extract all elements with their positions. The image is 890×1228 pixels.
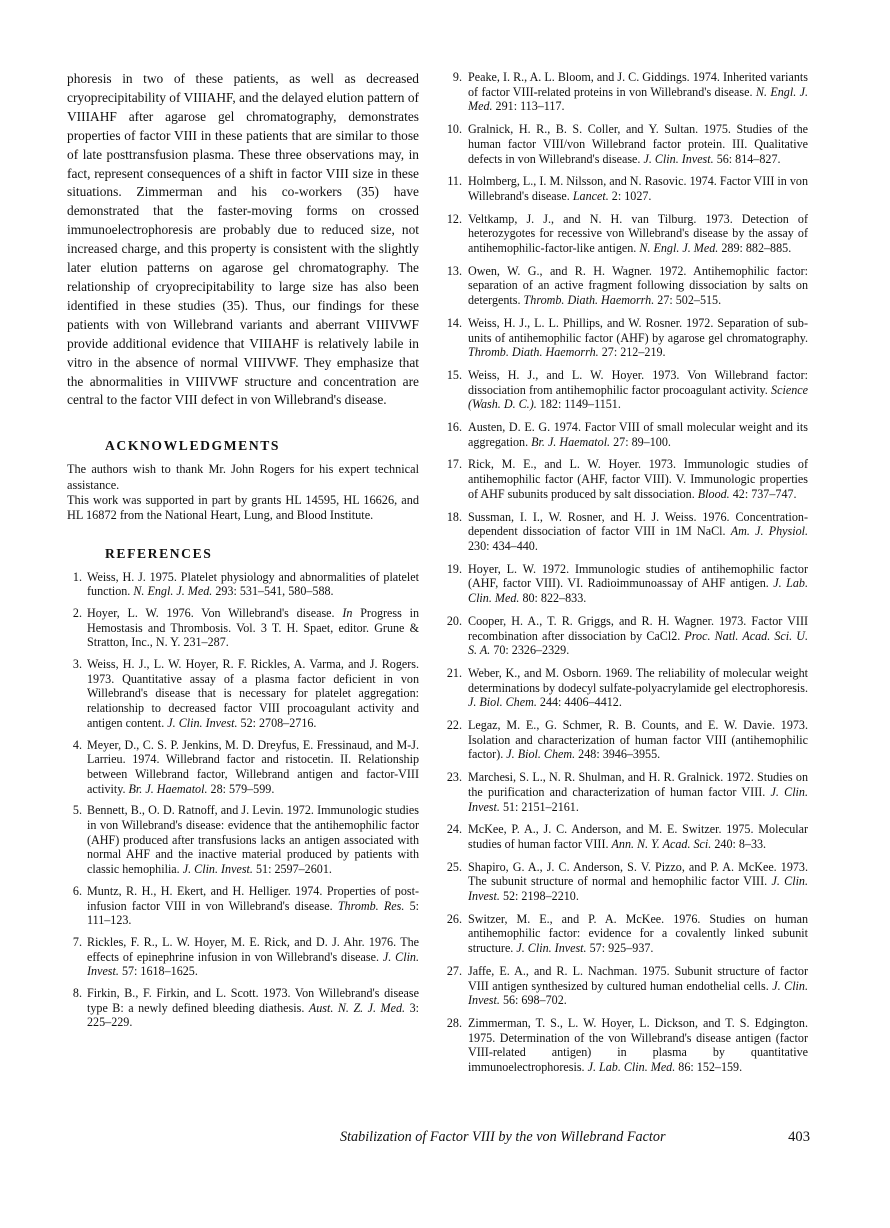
reference-journal: J. Lab. Clin. Med. bbox=[468, 576, 808, 606]
reference-item bbox=[446, 964, 808, 1008]
reference-journal: N. Engl. J. Med. bbox=[639, 241, 719, 256]
acknowledgments-heading: ACKNOWLEDGMENTS bbox=[105, 438, 281, 454]
reference-text: Peake, I. R., A. L. Bloom, and J. C. Giddings. 1974. Inherited variants of factor VIII-related proteins in von Willebrand's disease. bbox=[468, 70, 808, 99]
reference-citation: 57: 1618–1625. bbox=[121, 964, 198, 979]
reference-citation: 80: 822–833. bbox=[522, 591, 587, 606]
reference-list-right bbox=[446, 70, 808, 1075]
reference-journal: J. Clin. Invest. bbox=[468, 874, 808, 904]
reference-text: Weiss, H. J., L. L. Phillips, and W. Rosner. 1972. Separation of sub-units of antihemophilic factor (AHF) by agarose gel chromatography. bbox=[468, 315, 808, 345]
reference-citation: 57: 925–937. bbox=[589, 941, 654, 956]
funding-text: This work was supported in part by grants HL 14595, HL 16626, and HL 16872 from the National Heart, Lung, and Blood Institute. bbox=[67, 492, 419, 523]
reference-number: 25. bbox=[446, 859, 462, 874]
reference-journal: Blood. bbox=[697, 486, 730, 501]
reference-item bbox=[446, 562, 808, 606]
running-title: Stabilization of Factor VIII by the von Willebrand Factor bbox=[340, 1129, 666, 1145]
reference-journal: Br. J. Haematol. bbox=[531, 434, 611, 449]
reference-item bbox=[446, 122, 808, 166]
reference-item bbox=[446, 1016, 808, 1075]
reference-number: 13. bbox=[446, 263, 462, 278]
reference-number: 21. bbox=[446, 665, 462, 680]
reference-text: Cooper, H. A., T. R. Griggs, and R. H. Wagner. 1973. Factor VIII recombination after dissociation by CaCl2. bbox=[468, 613, 808, 643]
reference-citation: 5: 111–123. bbox=[87, 898, 419, 928]
reference-journal: J. Clin. Invest. bbox=[87, 949, 419, 979]
reference-citation: 248: 3946–3955. bbox=[578, 747, 661, 762]
reference-item bbox=[446, 614, 808, 658]
reference-journal: N. Engl. J. Med. bbox=[133, 584, 213, 599]
reference-journal: J. Clin. Invest. bbox=[643, 151, 714, 166]
reference-item bbox=[67, 935, 419, 979]
reference-item bbox=[446, 718, 808, 762]
reference-text: Sussman, I. I., W. Rosner, and H. J. Weiss. 1976. Concentration-dependent dissociation of factor VIII in 1M NaCl. bbox=[468, 509, 808, 539]
reference-citation: 52: 2198–2210. bbox=[502, 889, 579, 904]
reference-number: 15. bbox=[446, 367, 462, 382]
reference-citation: 289: 882–885. bbox=[721, 241, 792, 256]
reference-citation: 293: 531–541, 580–588. bbox=[215, 584, 334, 599]
reference-item bbox=[67, 657, 419, 731]
reference-journal: Thromb. Res. bbox=[337, 898, 405, 913]
reference-item bbox=[446, 457, 808, 501]
reference-item bbox=[446, 70, 808, 114]
reference-citation: 51: 2597–2601. bbox=[255, 862, 332, 877]
reference-citation: 27: 212–219. bbox=[601, 345, 666, 360]
reference-item bbox=[67, 570, 419, 599]
reference-item bbox=[446, 316, 808, 360]
reference-text: Zimmerman, T. S., L. W. Hoyer, L. Dickson, and T. S. Edgington. 1975. Determination of the von Willebrand's disease antigen (factor VIII-related antigen) in plasma by quantitative immunoelectrophoresis. bbox=[468, 1015, 808, 1075]
reference-text: Weber, K., and M. Osborn. 1969. The reliability of molecular weight determinations by dodecyl sulfate-polyacrylamide gel electrophoresis. bbox=[468, 665, 808, 695]
reference-text: Holmberg, L., I. M. Nilsson, and N. Rasovic. 1974. Factor VIII in von Willebrand's disease. bbox=[468, 174, 808, 203]
reference-citation: 56: 698–702. bbox=[502, 993, 567, 1008]
page-footer bbox=[340, 1129, 810, 1146]
reference-journal: J. Biol. Chem. bbox=[506, 747, 576, 762]
acknowledgments-text: The authors wish to thank Mr. John Rogers for his expert technical assistance. bbox=[67, 462, 419, 492]
reference-item bbox=[67, 986, 419, 1030]
reference-text: Jaffe, E. A., and R. L. Nachman. 1975. Subunit structure of factor VIII antigen synthesized by cultured human endothelial cells. bbox=[468, 963, 808, 993]
reference-item bbox=[446, 666, 808, 710]
reference-text: Veltkamp, J. J., and N. H. van Tilburg. 1973. Detection of heterozygotes for recessive von Willebrand's disease by the assay of antihemophilic-factor-like antigen. bbox=[468, 211, 808, 256]
reference-number: 18. bbox=[446, 509, 462, 524]
reference-number: 1. bbox=[72, 569, 82, 584]
reference-number: 8. bbox=[72, 986, 82, 1001]
reference-citation: 28: 579–599. bbox=[210, 781, 275, 796]
reference-text: Switzer, M. E., and P. A. McKee. 1976. Studies on human antihemophilic factor: evidence for a covalently linked subunit structure. bbox=[468, 911, 808, 956]
reference-text: Weiss, H. J., and L. W. Hoyer. 1973. Von Willebrand factor: dissociation from antihemophilic factor procoagulant activity. bbox=[468, 367, 808, 397]
reference-citation: 70: 2326–2329. bbox=[493, 643, 570, 658]
reference-number: 19. bbox=[446, 561, 462, 576]
reference-text: Marchesi, S. L., N. R. Shulman, and H. R. Gralnick. 1972. Studies on the purification and characterization of human factor VIII. bbox=[468, 770, 808, 799]
reference-text: Weiss, H. J. 1975. Platelet physiology and abnormalities of platelet function. bbox=[87, 569, 419, 599]
reference-number: 11. bbox=[447, 174, 462, 189]
reference-citation: 2: 1027. bbox=[611, 188, 652, 203]
reference-citation: 51: 2151–2161. bbox=[502, 799, 579, 814]
reference-item bbox=[67, 803, 419, 877]
reference-journal: J. Clin. Invest. bbox=[468, 784, 808, 814]
body-paragraph: phoresis in two of these patients, as well as decreased cryoprecipitability of VIIIAHF, and the delayed elution pattern of VIIIAHF after agarose gel chromatography, demonstrates properties of factor VIII in these patients that are similar to those of late posttransfusion plasma. These three observations may, in fact, represent consequences of a shift in factor VIII size in these situations. Zimmerman and his co-workers (35) have demonstrated that the faster-moving forms on crossed immunoelectrophoresis are probably due to reduced size, not increased charge, and this property is consistent with the slightly later elution patterns on agarose gel chromatography. The relationship of cryoprecipitability to large size has also been identified in these studies (35). Thus, our findings for these patients with von Willebrand variants and aberrant VIIIVWF provide additional evidence that VIIIAHF is relatively labile in vitro in the absence of normal VIIIVWF. They emphasize that the abnormalities in VIIIVWF structure and concentration are central to the factor VIII defect in von Willebrand's disease. bbox=[67, 71, 419, 408]
reference-number: 9. bbox=[452, 70, 462, 84]
reference-number: 23. bbox=[446, 770, 462, 785]
reference-citation: 291: 113–117. bbox=[495, 99, 565, 114]
reference-journal: J. Clin. Invest. bbox=[182, 862, 253, 877]
reference-text: Shapiro, G. A., J. C. Anderson, S. V. Pizzo, and P. A. McKee. 1973. The subunit structure of normal and hemophilic factor VIII. bbox=[468, 859, 808, 889]
reference-citation: 86: 152–159. bbox=[678, 1060, 743, 1075]
reference-journal: N. Engl. J. Med. bbox=[468, 84, 808, 114]
reference-journal: Aust. N. Z. J. Med. bbox=[308, 1000, 406, 1015]
reference-journal: J. Clin. Invest. bbox=[167, 715, 238, 730]
reference-journal: Proc. Natl. Acad. Sci. U. S. A. bbox=[468, 628, 808, 658]
reference-item bbox=[446, 264, 808, 308]
reference-item bbox=[67, 606, 419, 650]
reference-text: Weiss, H. J., L. W. Hoyer, R. F. Rickles, A. Varma, and J. Rogers. 1973. Quantitative assay of a plasma factor deficient in von Willebrand's disease that is necessary for platelet aggregation: relationship to decreased factor VIII procoagulant activity and antigen content. bbox=[87, 657, 419, 730]
reference-item bbox=[446, 420, 808, 449]
reference-item bbox=[446, 212, 808, 256]
reference-number: 6. bbox=[72, 883, 82, 898]
reference-text: Rickles, F. R., L. W. Hoyer, M. E. Rick, and D. J. Ahr. 1976. The effects of epinephrine infusion in von Willebrand's disease. bbox=[87, 934, 419, 964]
reference-citation: 56: 814–827. bbox=[716, 151, 781, 166]
reference-text: Bennett, B., O. D. Ratnoff, and J. Levin. 1972. Immunologic studies in von Willebrand's disease: evidence that the antihemophilic factor (AHF) produced after transfusions lacks an antigen associated with normal AHF and the inactive material produced by patients with classic hemophilia. bbox=[87, 803, 419, 877]
right-column bbox=[446, 70, 808, 1083]
reference-journal: In bbox=[342, 605, 353, 620]
reference-journal: Am. J. Physiol. bbox=[730, 524, 809, 539]
reference-number: 28. bbox=[446, 1015, 462, 1030]
reference-citation: 52: 2708–2716. bbox=[240, 715, 317, 730]
reference-text: Meyer, D., C. S. P. Jenkins, M. D. Dreyfus, E. Fressinaud, and M-J. Larrieu. 1974. Willebrand factor and ristocetin. II. Relationship between Willebrand factor, Willebrand antigen and factor-VIII activity. bbox=[87, 737, 419, 796]
reference-citation: 3: 225–229. bbox=[87, 1000, 419, 1030]
left-column bbox=[67, 70, 419, 1037]
reference-number: 22. bbox=[446, 718, 462, 733]
reference-citation: 244: 4406–4412. bbox=[539, 695, 622, 710]
reference-citation: 230: 434–440. bbox=[468, 538, 538, 553]
reference-text: Legaz, M. E., G. Schmer, R. B. Counts, and E. W. Davie. 1973. Isolation and characterization of human factor VIII (antihemophilic factor). bbox=[468, 718, 808, 762]
reference-journal: Science (Wash. D. C.). bbox=[468, 382, 808, 412]
reference-journal: J. Biol. Chem. bbox=[468, 695, 537, 710]
reference-journal: Thromb. Diath. Haemorrh. bbox=[523, 293, 655, 308]
reference-text: Rick, M. E., and L. W. Hoyer. 1973. Immunologic studies of antihemophilic factor (AHF, factor VIII). V. Immunologic properties of AHF subunits produced by salt dissociation. bbox=[468, 457, 808, 501]
references-heading: REFERENCES bbox=[105, 545, 213, 561]
reference-number: 20. bbox=[446, 613, 462, 628]
reference-citation: 240: 8–33. bbox=[714, 836, 767, 851]
reference-journal: J. Clin. Invest. bbox=[468, 978, 808, 1008]
reference-number: 24. bbox=[446, 822, 462, 837]
reference-item bbox=[446, 860, 808, 904]
reference-text: McKee, P. A., J. C. Anderson, and M. E. Switzer. 1975. Molecular studies of human factor VIII. bbox=[468, 822, 808, 851]
reference-journal: Ann. N. Y. Acad. Sci. bbox=[611, 836, 712, 851]
reference-text: Hoyer, L. W. 1976. Von Willebrand's disease. bbox=[87, 605, 335, 620]
reference-item bbox=[446, 174, 808, 203]
reference-item bbox=[446, 770, 808, 814]
reference-number: 4. bbox=[72, 737, 82, 752]
reference-number: 2. bbox=[72, 605, 82, 620]
acknowledgments-section bbox=[67, 438, 419, 523]
reference-text: Hoyer, L. W. 1972. Immunologic studies of antihemophilic factor (AHF, factor VIII). VI. Radioimmunoassay of AHF antigen. bbox=[468, 561, 808, 591]
reference-journal: Lancet. bbox=[572, 188, 609, 203]
reference-number: 27. bbox=[446, 963, 462, 978]
reference-item bbox=[67, 738, 419, 797]
page-number: 403 bbox=[788, 1129, 810, 1145]
reference-item bbox=[446, 912, 808, 956]
reference-text: Austen, D. E. G. 1974. Factor VIII of small molecular weight and its aggregation. bbox=[468, 420, 808, 449]
reference-citation: 182: 1149–1151. bbox=[539, 397, 621, 412]
reference-journal: Br. J. Haematol. bbox=[128, 781, 208, 796]
reference-citation: 42: 737–747. bbox=[732, 486, 797, 501]
reference-number: 26. bbox=[446, 911, 462, 926]
reference-number: 14. bbox=[446, 315, 462, 330]
reference-number: 7. bbox=[72, 934, 82, 949]
reference-item bbox=[446, 510, 808, 554]
reference-text: Owen, W. G., and R. H. Wagner. 1972. Antihemophilic factor: separation of an active fragment following dissociation by salts on detergents. bbox=[468, 263, 808, 308]
reference-text: Muntz, R. H., H. Ekert, and H. Helliger. 1974. Properties of post-infusion factor VIII in von Willebrand's disease. bbox=[87, 883, 419, 913]
reference-number: 10. bbox=[446, 122, 462, 137]
reference-number: 17. bbox=[446, 457, 462, 472]
reference-item bbox=[67, 884, 419, 928]
reference-journal: Thromb. Diath. Haemorrh. bbox=[468, 345, 599, 360]
reference-number: 5. bbox=[72, 803, 82, 818]
reference-number: 12. bbox=[446, 211, 462, 226]
reference-citation: Progress in Hemostasis and Thrombosis. Vol. 3 T. H. Spaet, editor. Grune & Stratton, Inc., N. Y. 231–287. bbox=[87, 605, 420, 650]
reference-number: 16. bbox=[446, 420, 462, 435]
reference-journal: J. Lab. Clin. Med. bbox=[587, 1060, 676, 1075]
reference-number: 3. bbox=[72, 657, 82, 672]
reference-list-left bbox=[67, 570, 419, 1031]
reference-item bbox=[446, 822, 808, 851]
reference-citation: 27: 89–100. bbox=[613, 434, 671, 449]
reference-journal: J. Clin. Invest. bbox=[516, 941, 587, 956]
reference-text: Gralnick, H. R., B. S. Coller, and Y. Sultan. 1975. Studies of the human factor VIII/von Willebrand factor protein. III. Qualitative defects in von Willebrand's disease. bbox=[468, 122, 808, 166]
reference-item bbox=[446, 368, 808, 412]
reference-citation: 27: 502–515. bbox=[657, 293, 722, 308]
reference-text: Firkin, B., F. Firkin, and L. Scott. 1973. Von Willebrand's disease type B: a newly defined bleeding diathesis. bbox=[87, 986, 419, 1015]
